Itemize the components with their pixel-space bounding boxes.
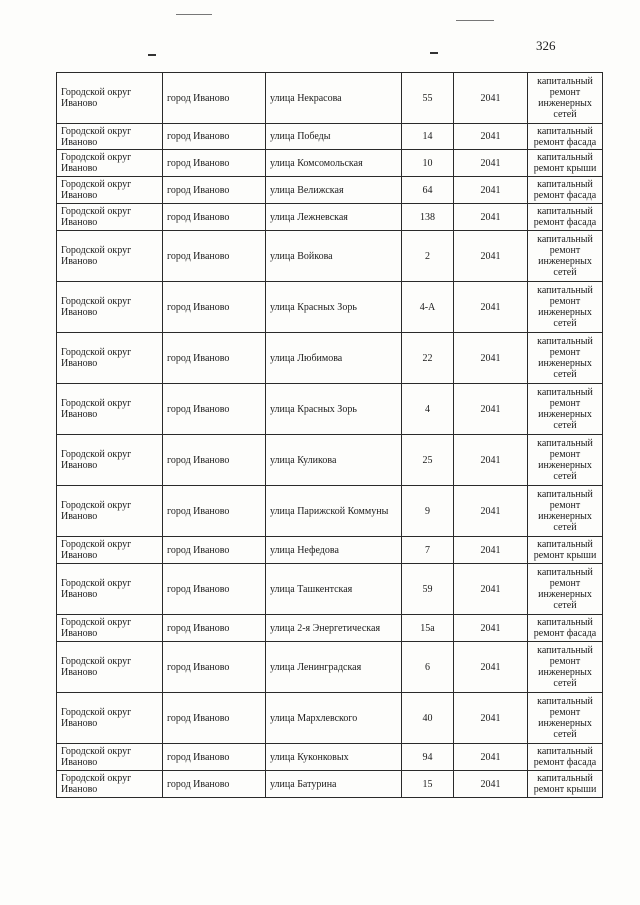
cell-district: Городской округ Иваново bbox=[57, 231, 163, 282]
cell-house: 55 bbox=[402, 73, 454, 124]
cell-work: капитальный ремонт инженерных сетей bbox=[528, 564, 603, 615]
cell-street: улица Любимова bbox=[266, 333, 402, 384]
scan-artifact bbox=[148, 54, 156, 56]
table-row bbox=[57, 642, 603, 693]
cell-work: капитальный ремонт крыши bbox=[528, 771, 603, 798]
cell-street: улица Куконковых bbox=[266, 744, 402, 771]
cell-district: Городской округ Иваново bbox=[57, 333, 163, 384]
cell-year: 2041 bbox=[454, 73, 528, 124]
cell-year: 2041 bbox=[454, 150, 528, 177]
cell-district: Городской округ Иваново bbox=[57, 693, 163, 744]
cell-city: город Иваново bbox=[163, 231, 266, 282]
cell-street: улица Красных Зорь bbox=[266, 384, 402, 435]
page-number: 326 bbox=[536, 38, 556, 53]
cell-work: капитальный ремонт крыши bbox=[528, 150, 603, 177]
cell-city: город Иваново bbox=[163, 642, 266, 693]
cell-street: улица Куликова bbox=[266, 435, 402, 486]
cell-work: капитальный ремонт инженерных сетей bbox=[528, 73, 603, 124]
cell-district: Городской округ Иваново bbox=[57, 204, 163, 231]
cell-house: 59 bbox=[402, 564, 454, 615]
cell-house: 9 bbox=[402, 486, 454, 537]
cell-district: Городской округ Иваново bbox=[57, 615, 163, 642]
cell-work: капитальный ремонт инженерных сетей bbox=[528, 435, 603, 486]
cell-work: капитальный ремонт фасада bbox=[528, 204, 603, 231]
cell-work: капитальный ремонт инженерных сетей bbox=[528, 486, 603, 537]
table-row bbox=[57, 744, 603, 771]
cell-work: капитальный ремонт фасада bbox=[528, 744, 603, 771]
cell-street: улица Мархлевского bbox=[266, 693, 402, 744]
cell-district: Городской округ Иваново bbox=[57, 486, 163, 537]
cell-year: 2041 bbox=[454, 333, 528, 384]
cell-city: город Иваново bbox=[163, 537, 266, 564]
cell-city: город Иваново bbox=[163, 693, 266, 744]
cell-city: город Иваново bbox=[163, 564, 266, 615]
housing-repair-table bbox=[56, 72, 603, 798]
cell-year: 2041 bbox=[454, 435, 528, 486]
cell-house: 25 bbox=[402, 435, 454, 486]
scan-artifact bbox=[176, 14, 212, 15]
cell-house: 15 bbox=[402, 771, 454, 798]
cell-city: город Иваново bbox=[163, 73, 266, 124]
table-row bbox=[57, 177, 603, 204]
cell-year: 2041 bbox=[454, 693, 528, 744]
cell-year: 2041 bbox=[454, 537, 528, 564]
table-row bbox=[57, 537, 603, 564]
cell-house: 2 bbox=[402, 231, 454, 282]
cell-district: Городской округ Иваново bbox=[57, 435, 163, 486]
cell-year: 2041 bbox=[454, 744, 528, 771]
cell-street: улица Войкова bbox=[266, 231, 402, 282]
table-row bbox=[57, 282, 603, 333]
cell-street: улица Ленинградская bbox=[266, 642, 402, 693]
cell-house: 4-А bbox=[402, 282, 454, 333]
cell-year: 2041 bbox=[454, 384, 528, 435]
cell-district: Городской округ Иваново bbox=[57, 384, 163, 435]
cell-street: улица Красных Зорь bbox=[266, 282, 402, 333]
table-row bbox=[57, 435, 603, 486]
cell-house: 40 bbox=[402, 693, 454, 744]
cell-house: 64 bbox=[402, 177, 454, 204]
cell-work: капитальный ремонт фасада bbox=[528, 124, 603, 150]
cell-street: улица Ташкентская bbox=[266, 564, 402, 615]
cell-year: 2041 bbox=[454, 564, 528, 615]
cell-year: 2041 bbox=[454, 642, 528, 693]
cell-year: 2041 bbox=[454, 177, 528, 204]
cell-house: 10 bbox=[402, 150, 454, 177]
cell-work: капитальный ремонт инженерных сетей bbox=[528, 333, 603, 384]
cell-street: улица Велижская bbox=[266, 177, 402, 204]
cell-house: 6 bbox=[402, 642, 454, 693]
table-row bbox=[57, 693, 603, 744]
cell-street: улица Некрасова bbox=[266, 73, 402, 124]
cell-work: капитальный ремонт инженерных сетей bbox=[528, 282, 603, 333]
table-row bbox=[57, 204, 603, 231]
cell-city: город Иваново bbox=[163, 333, 266, 384]
cell-year: 2041 bbox=[454, 615, 528, 642]
cell-city: город Иваново bbox=[163, 204, 266, 231]
cell-street: улица Победы bbox=[266, 124, 402, 150]
cell-year: 2041 bbox=[454, 486, 528, 537]
cell-city: город Иваново bbox=[163, 615, 266, 642]
cell-district: Городской округ Иваново bbox=[57, 744, 163, 771]
cell-street: улица Лежневская bbox=[266, 204, 402, 231]
cell-work: капитальный ремонт инженерных сетей bbox=[528, 231, 603, 282]
cell-street: улица Парижской Коммуны bbox=[266, 486, 402, 537]
cell-work: капитальный ремонт фасада bbox=[528, 177, 603, 204]
cell-district: Городской округ Иваново bbox=[57, 642, 163, 693]
cell-year: 2041 bbox=[454, 231, 528, 282]
cell-district: Городской округ Иваново bbox=[57, 564, 163, 615]
cell-district: Городской округ Иваново bbox=[57, 537, 163, 564]
table-row bbox=[57, 333, 603, 384]
table-row bbox=[57, 73, 603, 124]
table-body bbox=[57, 73, 603, 798]
table-row bbox=[57, 771, 603, 798]
cell-city: город Иваново bbox=[163, 150, 266, 177]
cell-house: 22 bbox=[402, 333, 454, 384]
scan-artifact bbox=[456, 20, 494, 21]
cell-work: капитальный ремонт инженерных сетей bbox=[528, 693, 603, 744]
cell-city: город Иваново bbox=[163, 282, 266, 333]
cell-street: улица Нефедова bbox=[266, 537, 402, 564]
cell-year: 2041 bbox=[454, 282, 528, 333]
cell-year: 2041 bbox=[454, 124, 528, 150]
cell-city: город Иваново bbox=[163, 384, 266, 435]
cell-city: город Иваново bbox=[163, 771, 266, 798]
cell-work: капитальный ремонт крыши bbox=[528, 537, 603, 564]
cell-street: улица Комсомольская bbox=[266, 150, 402, 177]
cell-street: улица Батурина bbox=[266, 771, 402, 798]
cell-house: 7 bbox=[402, 537, 454, 564]
cell-district: Городской округ Иваново bbox=[57, 771, 163, 798]
scan-artifact bbox=[430, 52, 438, 54]
cell-city: город Иваново bbox=[163, 124, 266, 150]
cell-street: улица 2-я Энергетическая bbox=[266, 615, 402, 642]
table-row bbox=[57, 150, 603, 177]
cell-year: 2041 bbox=[454, 771, 528, 798]
cell-district: Городской округ Иваново bbox=[57, 177, 163, 204]
cell-city: город Иваново bbox=[163, 744, 266, 771]
table-row bbox=[57, 564, 603, 615]
cell-house: 138 bbox=[402, 204, 454, 231]
cell-house: 4 bbox=[402, 384, 454, 435]
table-row bbox=[57, 384, 603, 435]
cell-work: капитальный ремонт инженерных сетей bbox=[528, 384, 603, 435]
cell-district: Городской округ Иваново bbox=[57, 150, 163, 177]
table-row bbox=[57, 124, 603, 150]
cell-city: город Иваново bbox=[163, 486, 266, 537]
table-row bbox=[57, 231, 603, 282]
cell-city: город Иваново bbox=[163, 435, 266, 486]
cell-district: Городской округ Иваново bbox=[57, 124, 163, 150]
cell-district: Городской округ Иваново bbox=[57, 73, 163, 124]
cell-house: 15а bbox=[402, 615, 454, 642]
cell-district: Городской округ Иваново bbox=[57, 282, 163, 333]
table-row bbox=[57, 615, 603, 642]
table-row bbox=[57, 486, 603, 537]
cell-work: капитальный ремонт инженерных сетей bbox=[528, 642, 603, 693]
cell-city: город Иваново bbox=[163, 177, 266, 204]
cell-year: 2041 bbox=[454, 204, 528, 231]
cell-work: капитальный ремонт фасада bbox=[528, 615, 603, 642]
cell-house: 14 bbox=[402, 124, 454, 150]
cell-house: 94 bbox=[402, 744, 454, 771]
